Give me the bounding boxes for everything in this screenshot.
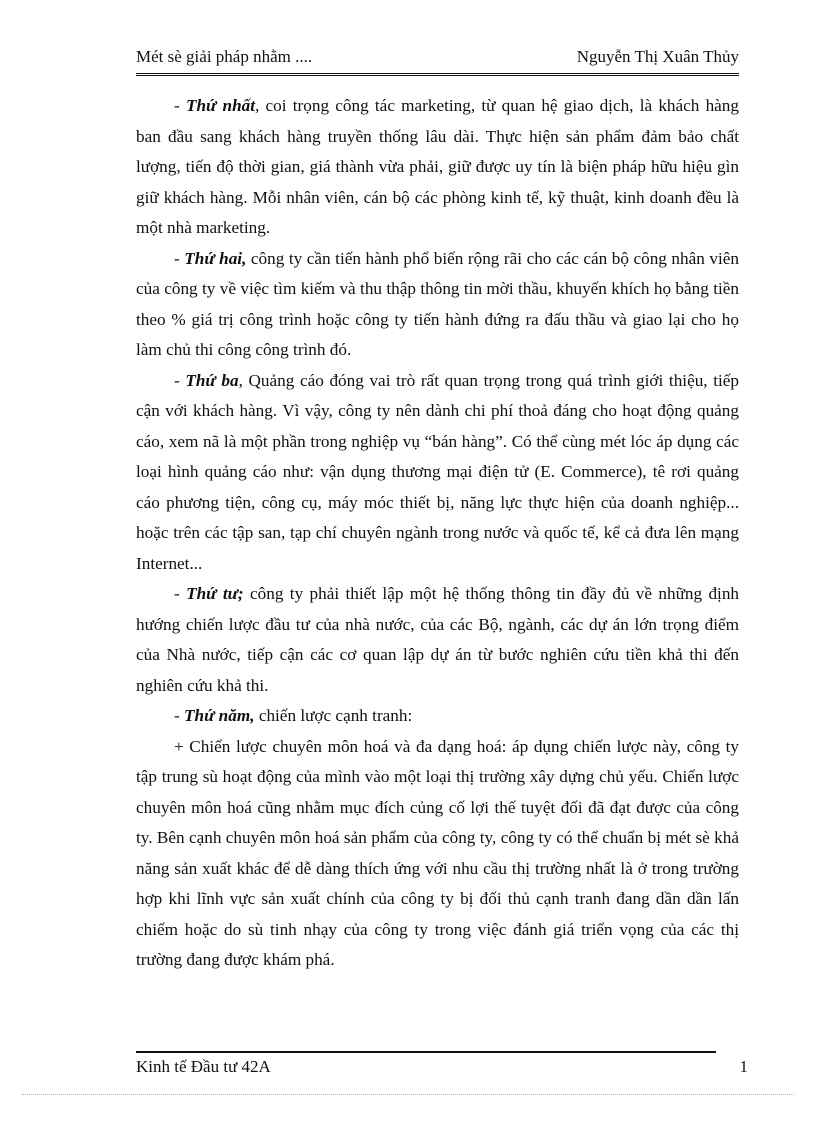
paragraph-lead: -: [174, 706, 185, 725]
paragraph-lead: -: [174, 248, 185, 268]
paragraph-label: Thứ hai,: [184, 248, 247, 268]
paragraph-4: [136, 579, 739, 701]
footer-course: Kinh tế Đầu tư 42A: [136, 1057, 271, 1076]
body-text: [136, 91, 739, 976]
paragraph-lead: -: [174, 370, 186, 390]
paragraph-label: Thứ ba: [185, 370, 239, 390]
header-title: Mét sè giải pháp nhằm ....: [136, 47, 313, 66]
paragraph-1: [136, 91, 739, 244]
paragraph-6: [136, 732, 739, 976]
running-header: [136, 46, 739, 68]
paragraph-label: Thứ năm,: [184, 706, 255, 725]
paragraph-lead: -: [174, 96, 186, 115]
paragraph-5: [136, 701, 739, 732]
paragraph-lead: -: [174, 584, 187, 603]
paragraph-text: + Chiến lược chuyên môn hoá và đa dạng hoá: áp dụng chiến lược này, công ty tập trung sù hoạt động của mình vào một loại thị trường xây dựng chủ yếu. Chiến lược chuyên môn hoá cũng nhằm mục đích củng cố lợi thế tuyệt đối đã đạt được của công ty. Bên cạnh chuyên môn hoá sản phẩm của công ty, công ty có thể chuẩn bị mét sè khả năng sản xuất khác để dễ dàng thích ứng với nhu cầu thị trường nhất là ở trong trường hợp khi lĩnh vực sản xuất chính của công ty bị đối thủ cạnh tranh đang dần dần lấn chiếm hoặc do sù tinh nhạy của công ty trong việc đánh giá triển vọng của các thị trường đang được khám phá.: [136, 736, 739, 969]
paragraph-text: công ty cần tiến hành phổ biến rộng rãi cho các cán bộ công nhân viên của công ty về việc tìm kiếm và thu thập thông tin mời thầu, khuyến khích họ bằng tiền theo % giá trị công trình hoặc công ty tiến hành đứng ra đấu thầu và giao lại cho họ làm chủ thi công công trình đó.: [136, 248, 739, 359]
paragraph-3: [136, 366, 739, 580]
paragraph-text: chiến lược cạnh tranh:: [254, 706, 413, 725]
page-bottom-dotted-line: [22, 1094, 794, 1095]
footer-rule: [136, 1051, 716, 1053]
paragraph-text: , Quảng cáo đóng vai trò rất quan trọng trong quá trình giới thiệu, tiếp cận với khách hàng. Vì vậy, công ty nên dành chi phí thoả đáng cho hoạt động quảng cáo, xem nã là một phần trong nghiệp vụ “bán hàng”. Có thể cùng mét lóc áp dụng các loại hình quảng cáo như: vận dụng thương mại điện tử (E. Commerce), tê rơi quảng cáo phương tiện, công cụ, máy móc thiết bị, năng lực thực hiện của doanh nghiệp... hoặc trên các tập san, tạp chí chuyên ngành trong nước và quốc tế, kể cả đưa lên mạng Internet...: [136, 370, 739, 573]
paragraph-label: Thứ tư;: [186, 584, 244, 603]
header-rule: [136, 73, 739, 76]
header-author: Nguyễn Thị Xuân Thủy: [576, 47, 739, 66]
paragraph-2: [136, 244, 739, 366]
paragraph-label: Thứ nhất: [185, 96, 256, 115]
page-number: 1: [739, 1057, 748, 1076]
paragraph-text: , coi trọng công tác marketing, từ quan hệ giao dịch, là khách hàng ban đầu sang khách hàng truyền thống lâu dài. Thực hiện sản phẩm đảm bảo chất lượng, tiến độ thời gian, giá thành vừa phải, giữ được uy tín là biện pháp hữu hiệu gìn giữ khách hàng. Mỗi nhân viên, cán bộ các phòng kinh tế, kỹ thuật, kinh doanh đều là một nhà marketing.: [136, 96, 739, 237]
paragraph-text: công ty phải thiết lập một hệ thống thông tin đầy đủ về những định hướng chiến lược đầu tư của nhà nước, của các Bộ, ngành, các dự án lớn trọng điểm của Nhà nước, tiếp cận các cơ quan lập dự án từ bước nghiên cứu tiền khả thi đến nghiên cứu khả thi.: [136, 584, 740, 695]
running-footer: [136, 1056, 748, 1078]
